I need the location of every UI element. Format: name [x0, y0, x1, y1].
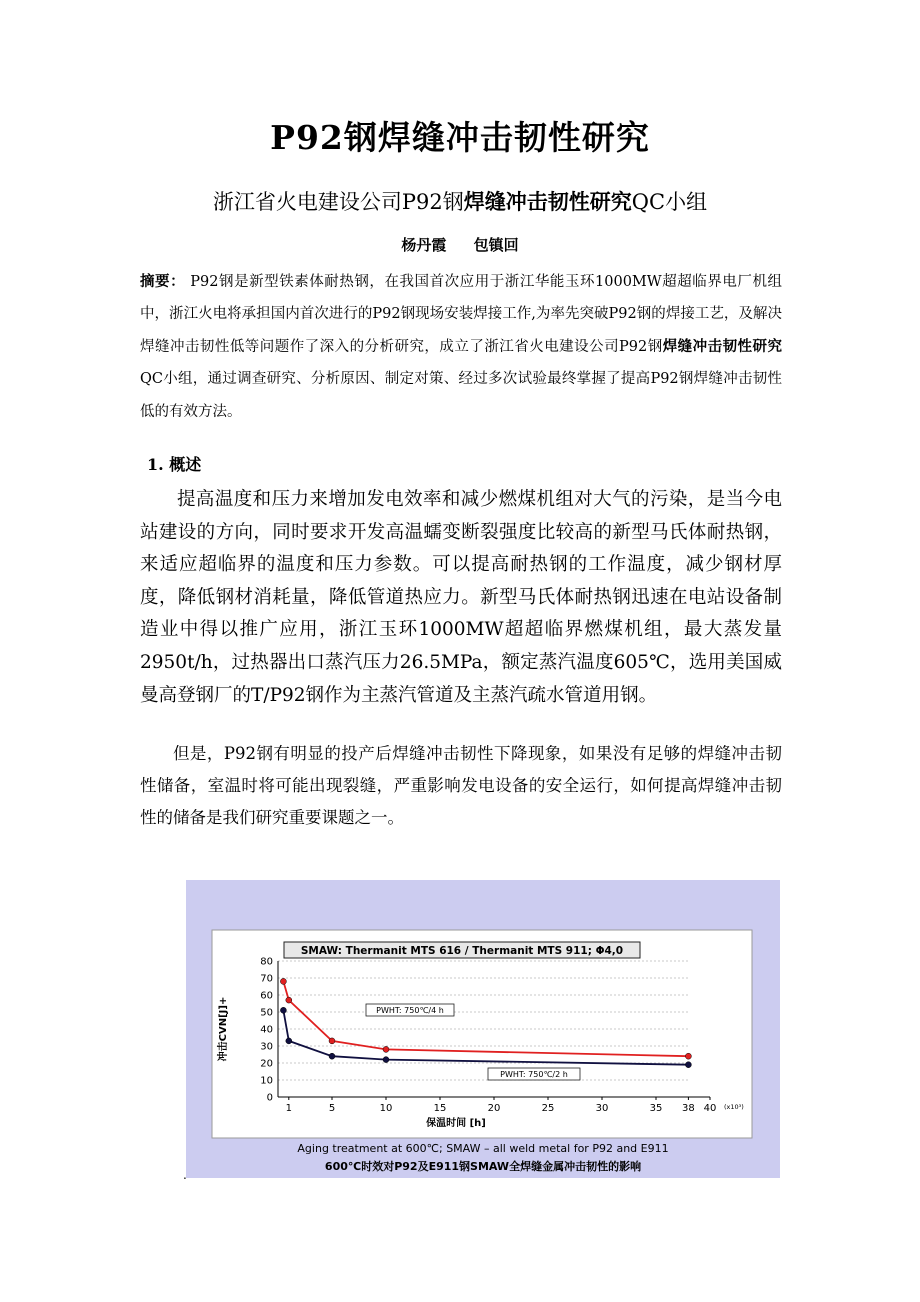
x-tick-label: 10	[379, 1103, 393, 1114]
data-point	[280, 978, 286, 984]
abstract-text-2: QC小组，通过调查研究、分析原因、制定对策、经过多次试验最终掌握了提高P92钢焊缝冲击韧性低的有效方法。	[140, 371, 782, 420]
y-tick-label: 30	[260, 1041, 273, 1053]
paper-title: P92钢焊缝冲击韧性研究	[270, 118, 650, 157]
subtitle-bold: 焊缝冲击韧性研究	[463, 189, 632, 214]
figure-caption-en: Aging treatment at 600℃; SMAW – all weld metal for P92 and E911	[297, 1142, 669, 1155]
paragraph-2: 但是，P92钢有明显的投产后焊缝冲击韧性下降现象，如果没有足够的焊缝冲击韧性储备，室温时将可能出现裂缝，严重影响发电设备的安全运行，如何提高焊缝冲击韧性的储备是我们研究重要课题之一。	[140, 744, 782, 828]
annotation-label-2: PWHT: 750℃/2 h	[500, 1070, 568, 1079]
data-point	[280, 1007, 286, 1013]
x-tick-label: 38	[682, 1103, 695, 1114]
data-point	[286, 997, 292, 1003]
section-heading-1: 1. 概述	[147, 455, 202, 474]
y-axis-label: 冲击CVN[J]+	[218, 996, 229, 1062]
chart-title: SMAW: Thermanit MTS 616 / Thermanit MTS 911; Φ4,0	[300, 945, 624, 957]
subtitle	[0, 186, 920, 216]
x-tick-label: 5	[328, 1103, 336, 1114]
x-tick-label: 40	[703, 1103, 717, 1114]
x-tick-label: 30	[595, 1103, 609, 1114]
figure	[186, 880, 780, 1178]
subtitle-normal: 浙江省火电建设公司P92钢	[212, 190, 464, 214]
data-point	[383, 1046, 389, 1052]
abstract-bold: 焊缝冲击韧性研究	[662, 337, 782, 355]
x-axis-label: 保温时间 [h]	[426, 1118, 486, 1129]
data-point	[329, 1053, 335, 1059]
x-tick-label: 15	[433, 1103, 447, 1114]
y-tick-label: 60	[260, 990, 273, 1002]
y-tick-label: 80	[260, 956, 273, 968]
abstract-label: 摘要：	[140, 273, 186, 290]
x-tick-label: 20	[487, 1103, 501, 1114]
y-tick-label: 0	[266, 1092, 273, 1104]
data-point	[383, 1057, 389, 1063]
data-point	[685, 1062, 691, 1068]
y-tick-label: 20	[260, 1058, 273, 1070]
paragraph-1: 提高温度和压力来增加发电效率和减少燃煤机组对大气的污染，是当今电站建设的方向，同时要求开发高温蠕变断裂强度比较高的新型马氏体耐热钢，来适应超临界的温度和压力参数。可以提高耐热钢的工作温度，减少钢材厚度，降低钢材消耗量，降低管道热应力。新型马氏体耐热钢迅速在电站设备制造业中得以推广应用，浙江玉环1000MW超超临界燃煤机组，最大蒸发量2950t/h，过热器出口蒸汽压力26.5MPa，额定蒸汽温度605℃，选用美国威曼高登钢厂的T/P92钢作为主蒸汽管道及主蒸汽疏水管道用钢。	[140, 489, 782, 706]
annotation-label-1: PWHT: 750℃/4 h	[376, 1006, 444, 1015]
figure-caption-cn: 600℃时效对P92及E911钢SMAW全焊缝金属冲击韧性的影响	[324, 1160, 642, 1173]
y-tick-label: 70	[260, 973, 273, 985]
x-unit-note: (x10³)	[724, 1103, 744, 1111]
data-point	[329, 1038, 335, 1044]
y-tick-label: 10	[260, 1075, 273, 1087]
impact-chart	[186, 880, 780, 1142]
y-tick-label: 50	[260, 1007, 273, 1019]
x-tick-label: 25	[541, 1103, 555, 1114]
abstract-text-1: P92钢是新型铁素体耐热钢，在我国首次应用于浙江华能玉环1000MW超超临界电厂机组中，浙江火电将承担国内首次进行的P92钢现场安装焊接工作,为率先突破P92钢的焊接工艺，及解决焊缝冲击韧性低等问题作了深入的分析研究，成立了浙江省火电建设公司P92钢	[140, 274, 783, 355]
x-tick-label: 35	[649, 1103, 663, 1114]
abstract	[140, 266, 782, 428]
x-tick-label: 1	[285, 1103, 292, 1114]
data-point	[685, 1053, 691, 1059]
figure-dot: .	[183, 1168, 187, 1182]
authors: 杨丹霞 包镇回	[401, 236, 519, 254]
data-point	[286, 1038, 292, 1044]
subtitle-tail: QC小组	[631, 190, 708, 214]
y-tick-label: 40	[260, 1024, 273, 1036]
